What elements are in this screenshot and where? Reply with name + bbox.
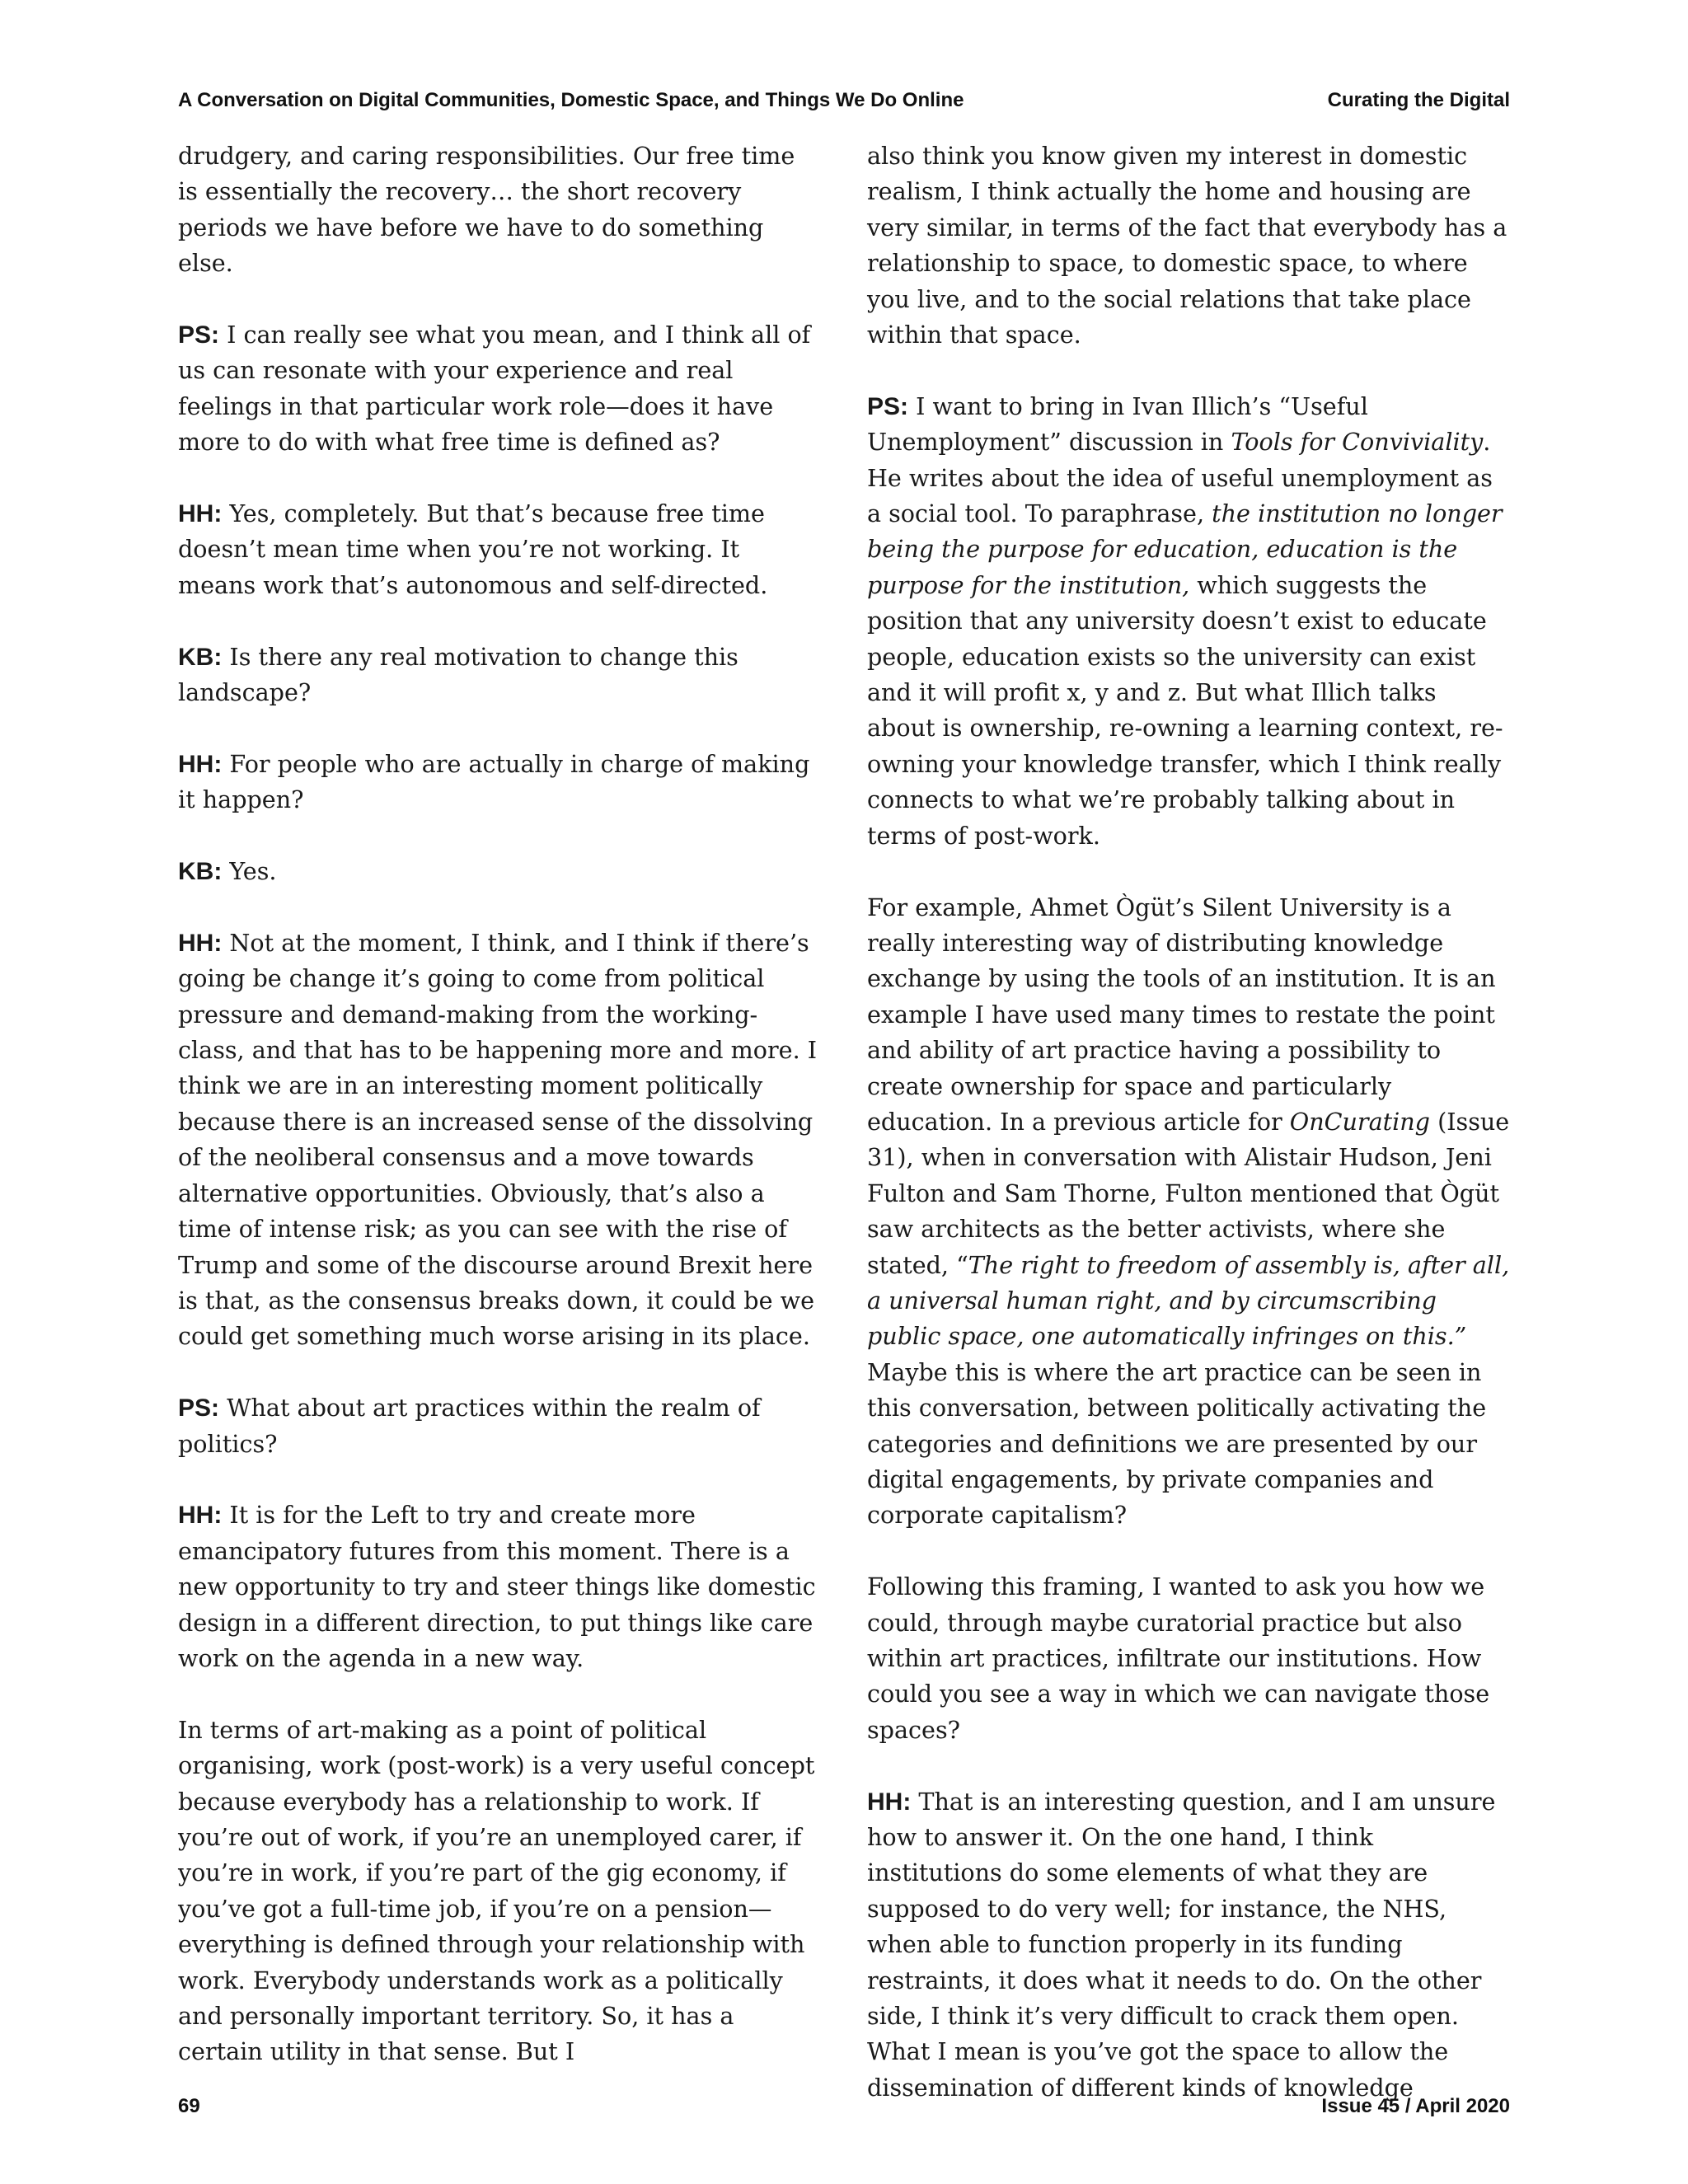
right-column [867,138,1510,2102]
paragraph-text: Yes. [222,857,277,886]
paragraph-text: (Issue 31), when in conversation with Alistair Hudson, Jeni Fulton and Sam Thorne, Fulton mentioned that Ògüt saw architects as the better activists, where she stated, “ [867,1107,1510,1279]
issue-label: Issue 45 / April 2020 [1321,2095,1510,2117]
paragraph [178,1390,821,1462]
paraphrase-italic: the institution no longer being the purpose for education, education is the purpose for the institution, [867,499,1503,599]
speaker-label: HH: [178,500,223,528]
speaker-label: KB: [178,858,223,886]
paragraph-text: I can really see what you mean, and I think all of us can resonate with your experience and real feelings in that particular work role—does it have more to do with what free time is defined as? [178,321,811,457]
quote-italic: The right to freedom of assembly is, after all, a universal human right, and by circumscribing public space, one automatically infringes on this.” [867,1250,1510,1351]
paragraph-text: That is an interesting question, and I am unsure how to answer it. On the one hand, I think institutions do some elements of what they are supposed to do very well; for instance, the NHS, when able to function properly in its funding restraints, it does what it needs to do. On the other side, I think it’s very difficult to crack them open. What I mean is you’ve got the space to allow the dissemination of different kinds of knowledge [867,1787,1496,2102]
paragraph-text: I want to bring in Ivan Illich’s “Useful Unemployment” discussion in [867,391,1368,457]
speaker-label: PS: [867,392,909,420]
speaker-label: HH: [178,750,223,778]
page-number: 69 [178,2095,200,2117]
speaker-label: HH: [867,1788,912,1816]
left-column [178,138,821,2066]
book-title: Tools for Conviviality [1231,428,1484,457]
paragraph [178,496,821,603]
paragraph-text: What about art practices within the realm of politics? [178,1394,761,1458]
paragraph-text: Maybe this is where the art practice can be seen in this conversation, between politically activating the categories and definitions we are presented by our digital engagements, by private companies and corporate capitalism? [867,1357,1487,1530]
paragraph: drudgery, and caring responsibilities. Our free time is essentially the recovery… the short recovery periods we have before we have to do something else. [178,142,795,278]
speaker-label: PS: [178,1394,220,1422]
speaker-label: PS: [178,321,220,349]
paragraph-text: Is there any real motivation to change this landscape? [178,642,738,707]
paragraph-text: . He writes about the idea of useful unemployment as a social tool. To paraphrase, [867,428,1493,528]
paragraph-text: Yes, completely. But that’s because free time doesn’t mean time when you’re not working. It means work that’s autonomous and self-directed. [178,499,768,599]
paragraph [178,1497,821,1676]
paragraph [178,640,821,711]
paragraph-text: which suggests the position that any university doesn’t exist to educate people, education exists so the university can exist and it will profit x, y and z. But what Illich talks about is ownership, re-owning a learning context, re-owning your knowledge transfer, which I think really connects to what we’re probably talking about in terms of post-work. [867,570,1503,850]
paragraph-text: For example, Ahmet Ògüt’s Silent University is a really interesting way of distributing knowledge exchange by using the tools of an institution. It is an example I have used many times to restate the point and ability of art practice having a possibility to create ownership for space and particularly education. In a previous article for [867,893,1496,1136]
paragraph [867,890,1510,1534]
paragraph-text: For people who are actually in charge of making it happen? [178,749,810,814]
publication-title: OnCurating [1289,1107,1430,1136]
paragraph [867,1784,1510,2107]
page-footer [178,2090,1510,2123]
article-title: A Conversation on Digital Communities, Domestic Space, and Things We Do Online [178,89,964,111]
paragraph: In terms of art-making as a point of political organising, work (post-work) is a very useful concept because everybody has a relationship to work. If you’re out of work, if you’re an unemployed carer, if you’re in work, if you’re part of the gig economy, if you’ve got a full-time job, if you’re on a pension—everything is defined through your relationship with work. Everybody understands work as a politically and personally important territory. So, it has a certain utility in that sense. But I [178,1715,815,2066]
speaker-label: KB: [178,643,223,671]
paragraph [867,389,1510,854]
paragraph-text: It is for the Left to try and create more emancipatory futures from this moment. There is a new opportunity to try and steer things like domestic design in a different direction, to put things like care work on the agenda in a new way. [178,1501,816,1672]
paragraph [178,854,821,889]
paragraph [178,747,821,818]
running-head [178,84,1510,117]
speaker-label: HH: [178,929,223,957]
speaker-label: HH: [178,1502,223,1530]
paragraph-text: Not at the moment, I think, and I think if there’s going be change it’s going to come from political pressure and demand-making from the working-class, and that has to be happening more and more. I think we are in an interesting moment politically because there is an increased sense of the dissolving of the neoliberal consensus and a move towards alternative opportunities. Obviously, that’s also a time of intense risk; as you can see with the rise of Trump and some of the discourse around Brexit here is that, as the consensus breaks down, it could be we could get something much worse arising in its place. [178,928,818,1351]
section-title: Curating the Digital [1327,89,1510,111]
article-body [178,138,1510,2102]
paragraph: Following this framing, I wanted to ask you how we could, through maybe curatorial practice but also within art practices, infiltrate our institutions. How could you see a way in which we can navigate those spaces? [867,1572,1490,1744]
paragraph [178,317,821,461]
paragraph [178,926,821,1355]
paragraph: also think you know given my interest in domestic realism, I think actually the home and housing are very similar, in terms of the fact that everybody has a relationship to space, to domestic space, to where you live, and to the social relations that take place within that space. [867,142,1507,349]
